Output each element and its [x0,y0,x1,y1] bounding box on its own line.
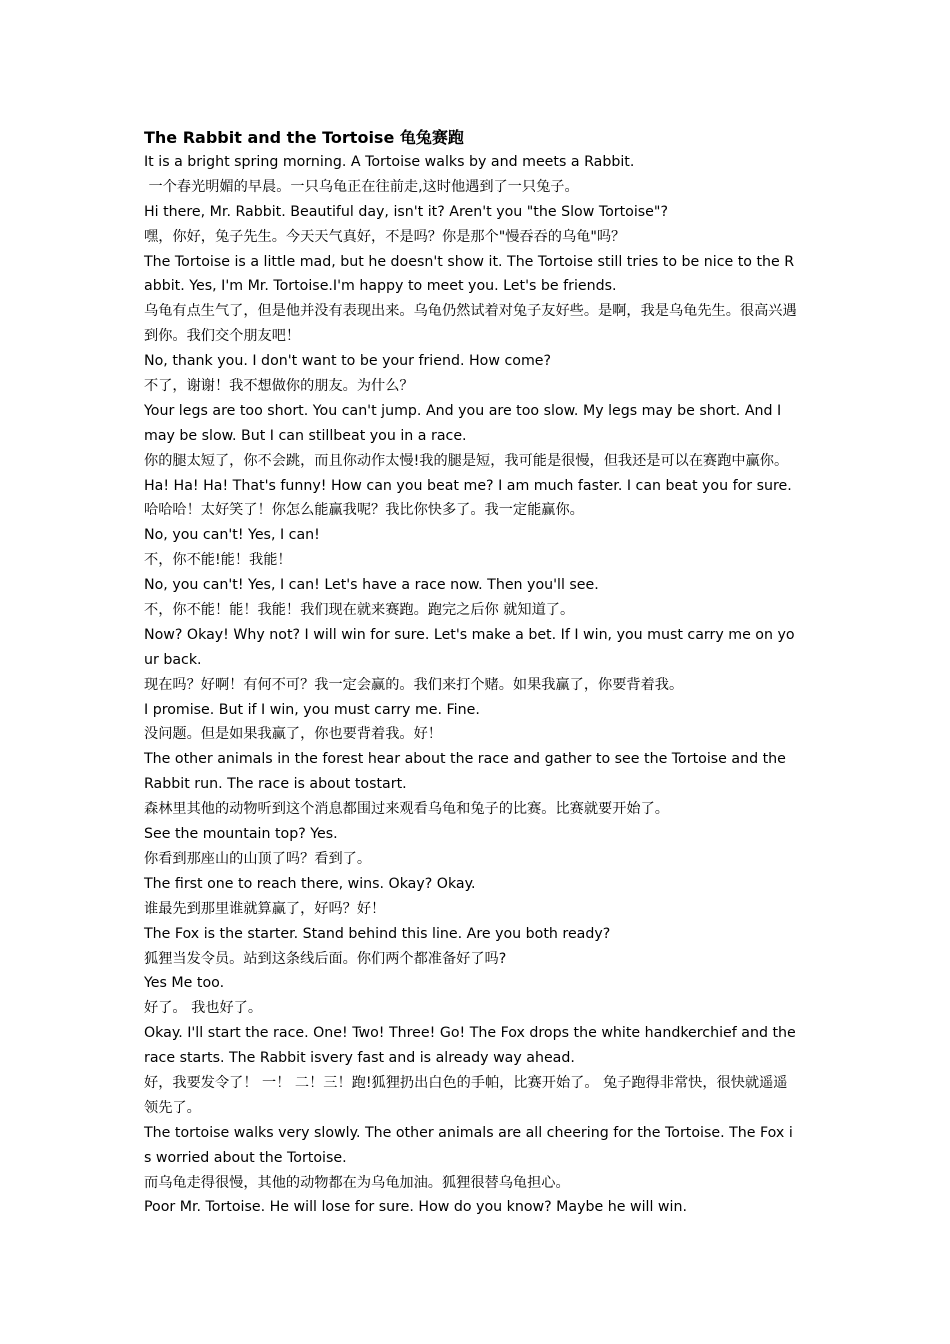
document-title: The Rabbit and the Tortoise 龟兔赛跑 [144,128,464,147]
text-line: 而乌龟走得很慢，其他的动物都在为乌龟加油。狐狸很替乌龟担心。 [144,1174,570,1191]
text-line: 好，我要发令了！ 一！ 二！三！跑!狐狸扔出白色的手帕，比赛开始了。 兔子跑得非常快，很快就遥遥 [144,1074,788,1091]
text-line: race starts. The Rabbit isvery fast and is already way ahead. [144,1050,575,1067]
text-line: Poor Mr. Tortoise. He will lose for sure. How do you know? Maybe he will win. [144,1199,687,1216]
text-line: Yes Me too. [144,975,225,992]
text-line: 谁最先到那里谁就算赢了，好吗？好！ [144,900,386,917]
text-line: 领先了。 [144,1099,201,1116]
text-line: 狐狸当发令员。站到这条线后面。你们两个都准备好了吗? [144,950,507,967]
text-line: It is a bright spring morning. A Tortoise walks by and meets a Rabbit. [144,154,635,170]
text-line: The other animals in the forest hear about the race and gather to see the Tortoise and the [144,751,786,768]
text-line: 乌龟有点生气了，但是他并没有表现出来。乌龟仍然试着对兔子友好些。是啊，我是乌龟先生。很高兴遇 [144,303,797,320]
text-line: The Fox is the starter. Stand behind this line. Are you both ready? [144,925,611,942]
text-line: The Tortoise is a little mad, but he doesn't show it. The Tortoise still tries to be nice to the R [144,253,795,270]
text-line: Now? Okay! Why not? I will win for sure. Let's make a bet. If I win, you must carry me on yo [144,626,795,643]
document-page [144,126,809,1220]
text-line: 不，你不能！能！我能！我们现在就来赛跑。跑完之后你 就知道了。 [144,602,575,619]
text-line: No, you can't! Yes, I can! [144,527,320,544]
text-line: may be slow. But I can stillbeat you in a race. [144,427,467,444]
text-line: Hi there, Mr. Rabbit. Beautiful day, isn't it? Aren't you "the Slow Tortoise"? [144,203,668,220]
text-line: 你的腿太短了，你不会跳，而且你动作太慢!我的腿是短，我可能是很慢，但我还是可以在赛跑中赢你。 [144,452,789,469]
text-line: abbit. Yes, I'm Mr. Tortoise.I'm happy to meet you. Let's be friends. [144,278,617,295]
text-line: 好了。 我也好了。 [144,1000,263,1017]
text-line: I promise. But if I win, you must carry me. Fine. [144,701,480,718]
text-line: The first one to reach there, wins. Okay? Okay. [144,875,476,892]
text-line: 没问题。但是如果我赢了，你也要背着我。好！ [144,726,442,743]
text-line: The tortoise walks very slowly. The other animals are all cheering for the Tortoise. The Fox i [144,1124,793,1141]
text-line: 哈哈哈！太好笑了！你怎么能赢我呢？我比你快多了。我一定能赢你。 [144,502,584,519]
text-line: 不了，谢谢！我不想做你的朋友。为什么？ [144,378,414,395]
text-line: ur back. [144,651,202,668]
text-line: 不，你不能!能！我能！ [144,552,292,569]
text-line: No, you can't! Yes, I can! Let's have a race now. Then you'll see. [144,577,599,594]
text-line: s worried about the Tortoise. [144,1149,347,1166]
text-line: 嘿，你好，兔子先生。今天天气真好，不是吗？你是那个"慢吞吞的乌龟"吗？ [144,228,626,245]
text-line: 森林里其他的动物听到这个消息都围过来观看乌龟和兔子的比赛。比赛就要开始了。 [144,801,669,818]
text-line: 到你。我们交个朋友吧！ [144,328,301,345]
text-line: 现在吗？好啊！有何不可？我一定会赢的。我们来打个赌。如果我赢了，你要背着我。 [144,676,684,693]
text-line: Okay. I'll start the race. One! Two! Three! Go! The Fox drops the white handkerchief and the [144,1025,796,1042]
text-line: Rabbit run. The race is about tostart. [144,776,407,793]
text-line: 你看到那座山的山顶了吗？看到了。 [144,850,372,867]
text-line: Your legs are too short. You can't jump. And you are too slow. My legs may be short. And I [144,402,782,419]
text-line: Ha! Ha! Ha! That's funny! How can you beat me? I am much faster. I can beat you for sure. [144,477,792,494]
text-line: See the mountain top? Yes. [144,826,338,843]
text-line: No, thank you. I don't want to be your friend. How come? [144,353,552,370]
document-body [144,150,809,1220]
text-line: 一个春光明媚的早晨。一只乌龟正在往前走,这时他遇到了一只兔子。 [144,178,579,195]
